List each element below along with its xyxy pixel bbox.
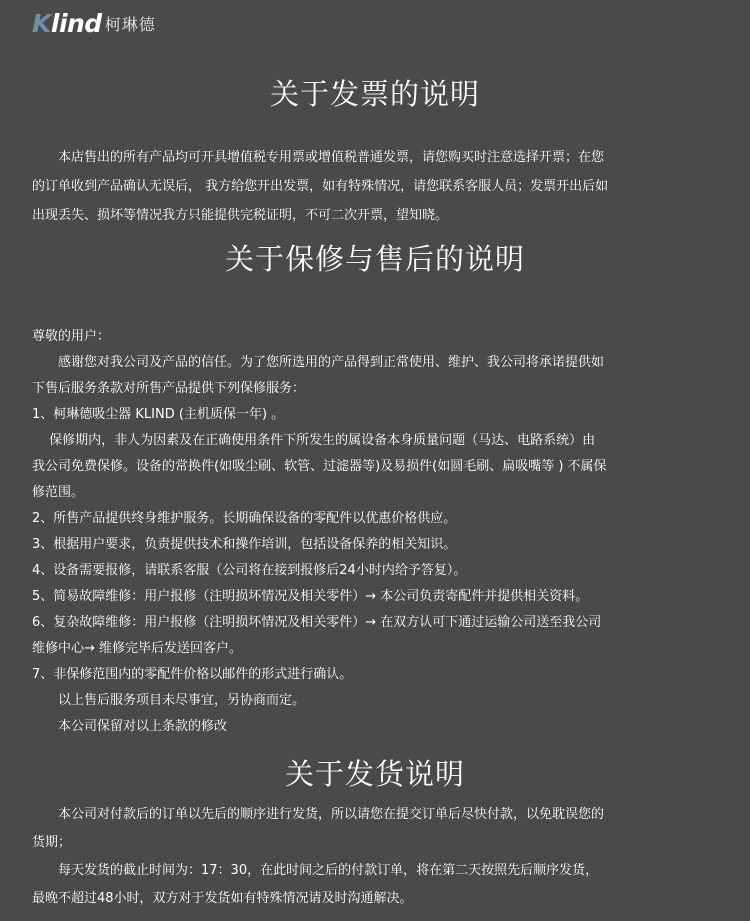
shipping-section-title: 关于发货说明 — [284, 757, 465, 791]
shipping-line: 每天发货的截止时间为：17：30，在此时间之后的付款订单，将在第二天按照先后顺序发货， — [32, 863, 599, 878]
warranty-line: 1、柯琳德吸尘器 KLIND (主机质保一年) 。 — [32, 407, 285, 422]
warranty-line: 6、复杂故障维修：用户报修（注明损坏情况及相关零件）→ 在双方认可下通过运输公司送至我公司 — [32, 615, 602, 630]
brand-logo — [32, 8, 156, 38]
shipping-line: 货期； — [32, 835, 72, 850]
warranty-line: 保修期内，非人为因素及在正确使用条件下所发生的属设备本身质量问题（马达、电路系统）由 — [32, 433, 596, 448]
warranty-line: 2、所售产品提供终身维护服务。长期确保设备的零配件以优惠价格供应。 — [32, 511, 457, 526]
warranty-line: 3、根据用户要求，负责提供技术和操作培训，包括设备保养的相关知识。 — [32, 537, 457, 552]
warranty-line: 本公司保留对以上条款的修改 — [32, 719, 228, 734]
shipping-line: 本公司对付款后的订单以先后的顺序进行发货，所以请您在提交订单后尽快付款，以免耽误您的 — [32, 807, 605, 822]
warranty-line: 我公司免费保修。设备的常换件(如吸尘刷、软管、过滤器等)及易损件(如圆毛刷、扁吸嘴等 ) 不属保 — [32, 459, 607, 474]
invoice-line: 的订单收到产品确认无误后， 我方给您开出发票，如有特殊情况，请您联系客服人员；发票开出后如 — [32, 179, 609, 194]
warranty-section-body — [32, 324, 722, 740]
warranty-line: 5、简易故障维修：用户报修（注明损坏情况及相关零件）→ 本公司负责寄配件并提供相关资料。 — [32, 589, 589, 604]
invoice-section-body — [32, 143, 722, 230]
warranty-section-title: 关于保修与售后的说明 — [224, 242, 525, 276]
invoice-line: 本店售出的所有产品均可开具增值税专用票或增值税普通发票，请您购买时注意选择开票；在您 — [32, 150, 605, 165]
brand-name: 柯琳德 — [104, 14, 156, 34]
warranty-line: 下售后服务条款对所售产品提供下列保修服务： — [32, 381, 306, 396]
shipping-line: 最晚不超过48小时，双方对于发货如有特殊情况请及时沟通解决。 — [32, 891, 413, 906]
warranty-line: 感谢您对我公司及产品的信任。为了您所选用的产品得到正常使用、维护、我公司将承诺提供如 — [32, 355, 605, 370]
warranty-line: 尊敬的用户： — [32, 329, 111, 344]
warranty-line: 修范围。 — [32, 485, 85, 500]
warranty-line: 维修中心→ 维修完毕后发送回客户。 — [32, 641, 243, 656]
warranty-line: 7、非保修范围内的零配件价格以邮件的形式进行确认。 — [32, 667, 353, 682]
invoice-line: 出现丢失、损坏等情况我方只能提供完税证明，不可二次开票，望知晓。 — [32, 208, 449, 223]
warranty-line: 4、设备需要报修，请联系客服（公司将在接到报修后24小时内给予答复）。 — [32, 563, 467, 578]
invoice-section-title: 关于发票的说明 — [269, 77, 480, 111]
warranty-line: 以上售后服务项目未尽事宜，另协商而定。 — [32, 693, 306, 708]
shipping-section-body — [32, 801, 722, 913]
brand-logo-mark: Klind — [32, 8, 102, 38]
